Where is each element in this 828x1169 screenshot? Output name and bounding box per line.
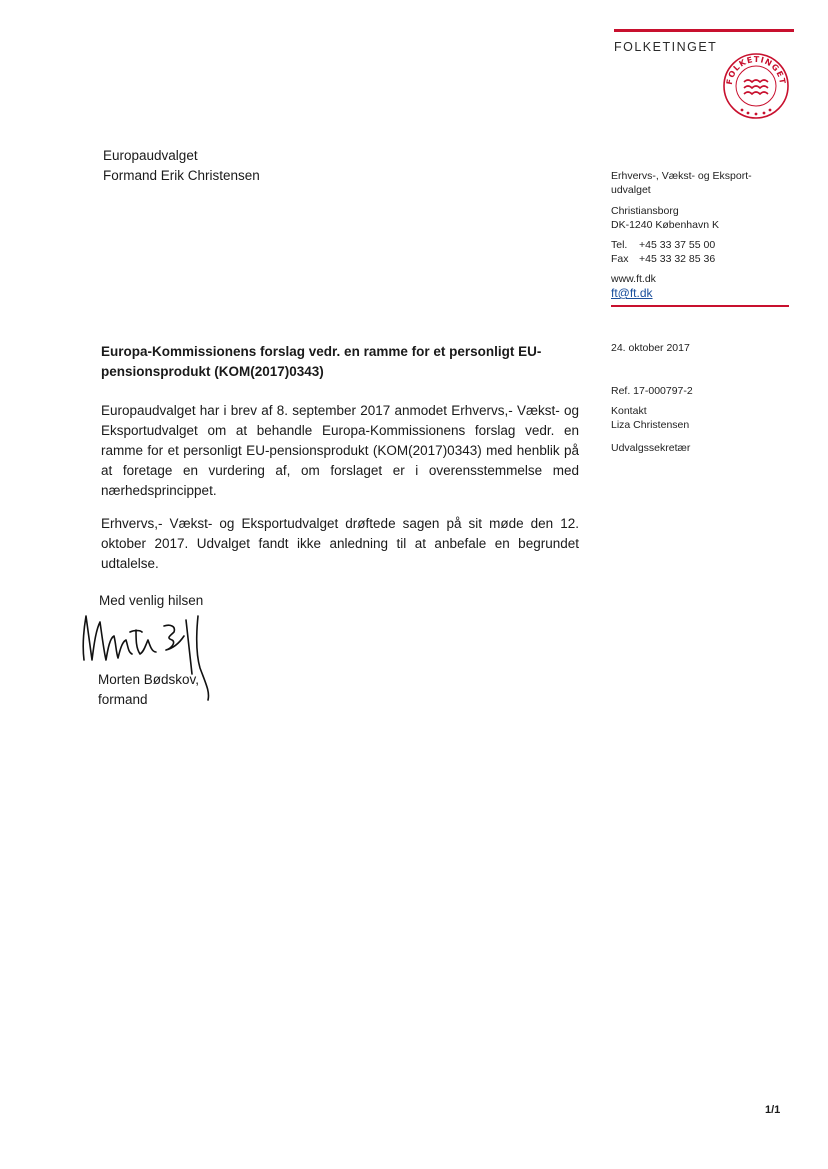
contact-block: [611, 404, 689, 432]
folketinget-seal-logo: [722, 52, 790, 120]
reference-number: Ref. 17-000797-2: [611, 385, 693, 397]
sender-web-block: [611, 272, 656, 300]
address-line-1: Christiansborg: [611, 205, 679, 217]
sender-committee: [611, 169, 752, 197]
tel-number: +45 33 37 55 00: [639, 239, 716, 251]
committee-line-1: Erhvervs-, Vækst- og Eksport-: [611, 170, 752, 182]
contact-label: Kontakt: [611, 405, 647, 417]
fax-label: Fax: [611, 253, 629, 265]
contact-title: Udvalgssekretær: [611, 442, 691, 454]
recipient-block: [103, 146, 260, 186]
svg-text:FOLKETINGET: FOLKETINGET: [724, 54, 788, 86]
tel-label: Tel.: [611, 239, 628, 251]
header-accent-line: [614, 29, 794, 32]
letter-subject: Europa-Kommissionens forslag vedr. en ramme for et personligt EU-pensionsprodukt (KOM(2017)0343): [101, 344, 542, 379]
page-number: 1/1: [765, 1104, 781, 1116]
contact-name: Liza Christensen: [611, 419, 690, 431]
signer-block: [98, 670, 199, 710]
signer-name: Morten Bødskov,: [98, 672, 200, 687]
phone-row: [611, 238, 715, 252]
fax-row: [611, 252, 715, 266]
email-link[interactable]: ft@ft.dk: [611, 286, 653, 300]
website-link[interactable]: www.ft.dk: [611, 273, 656, 285]
committee-line-2: udvalget: [611, 184, 651, 196]
sidebar-divider: [611, 305, 789, 307]
letter-date: 24. oktober 2017: [611, 342, 690, 354]
brand-name: FOLKETINGET: [614, 40, 718, 54]
closing-greeting: Med venlig hilsen: [99, 593, 204, 608]
body-paragraph-1: Europaudvalget har i brev af 8. september 2017 anmodet Erhvervs,- Vækst- og Eksportudvalget om at behandle Europa-Kommissionens forslag vedr. en ramme for et personligt EU-pensionsprodukt (KOM(2017)0343) med henblik på at foretage en vurdering af, om forslaget er i overensstemmelse med nærhedsprincippet.: [101, 403, 579, 498]
sender-address: [611, 204, 719, 232]
body-paragraph-2: Erhvervs,- Vækst- og Eksportudvalget drøftede sagen på sit møde den 12. oktober 2017. Udvalget fandt ikke anledning til at anbefale en begrundet udtalelse.: [101, 516, 579, 571]
sender-phone-block: [611, 238, 715, 266]
recipient-chair: Formand Erik Christensen: [103, 168, 260, 183]
fax-number: +45 33 32 85 36: [639, 253, 716, 265]
address-line-2: DK-1240 København K: [611, 219, 719, 231]
recipient-name: Europaudvalget: [103, 148, 198, 163]
signer-title: formand: [98, 692, 148, 707]
